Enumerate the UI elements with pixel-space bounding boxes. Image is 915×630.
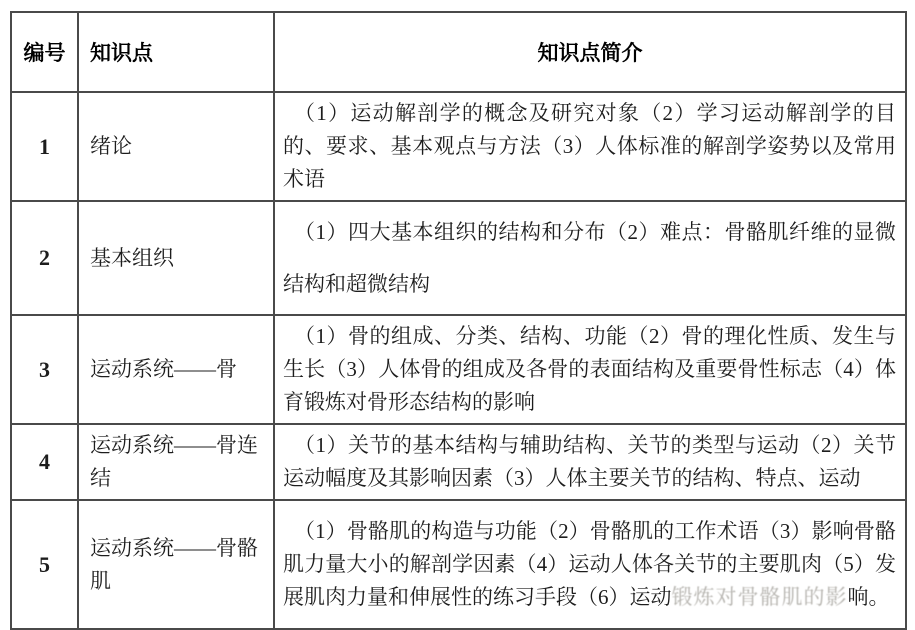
row-intro-text: （1）骨骼肌的构造与功能（2）骨骼肌的工作术语（3）影响骨骼肌力量大小的解剖学因素（4）运动人体各关节的主要肌肉（5）发展肌肉力量和伸展性的练习手段（6）运动 — [283, 519, 896, 609]
row-intro: （1）骨的组成、分类、结构、功能（2）骨的理化性质、发生与生长（3）人体骨的组成及各骨的表面结构及重要骨性标志（4）体育锻炼对骨形态结构的影响 — [274, 315, 906, 424]
row-id: 4 — [11, 424, 78, 500]
watermark-faded-text: 锻炼对骨骼肌的影 — [671, 585, 848, 609]
row-intro: （1）四大基本组织的结构和分布（2）难点：骨骼肌纤维的显微结构和超微结构 — [274, 201, 906, 315]
row-id: 5 — [11, 500, 78, 629]
row-id: 2 — [11, 201, 78, 315]
knowledge-points-table — [10, 11, 907, 630]
row-intro-text: 响。 — [847, 585, 890, 609]
row-intro: （1）关节的基本结构与辅助结构、关节的类型与运动（2）关节运动幅度及其影响因素（3）人体主要关节的结构、特点、运动 — [274, 424, 906, 500]
row-intro: （1）运动解剖学的概念及研究对象（2）学习运动解剖学的目的、要求、基本观点与方法（3）人体标准的解剖学姿势以及常用术语 — [274, 92, 906, 201]
row-id: 3 — [11, 315, 78, 424]
header-id: 编号 — [11, 12, 78, 92]
row-id: 1 — [11, 92, 78, 201]
header-topic: 知识点 — [78, 12, 274, 92]
table-row — [11, 424, 906, 500]
table-row — [11, 500, 906, 629]
table-row — [11, 92, 906, 201]
row-topic: 运动系统——骨 — [78, 315, 274, 424]
table-header-row — [11, 12, 906, 92]
row-topic: 基本组织 — [78, 201, 274, 315]
row-topic: 运动系统——骨骼肌 — [78, 500, 274, 629]
row-intro — [274, 500, 906, 629]
row-topic: 绪论 — [78, 92, 274, 201]
table-row — [11, 315, 906, 424]
row-topic: 运动系统——骨连结 — [78, 424, 274, 500]
header-intro: 知识点简介 — [274, 12, 906, 92]
table-row — [11, 201, 906, 315]
